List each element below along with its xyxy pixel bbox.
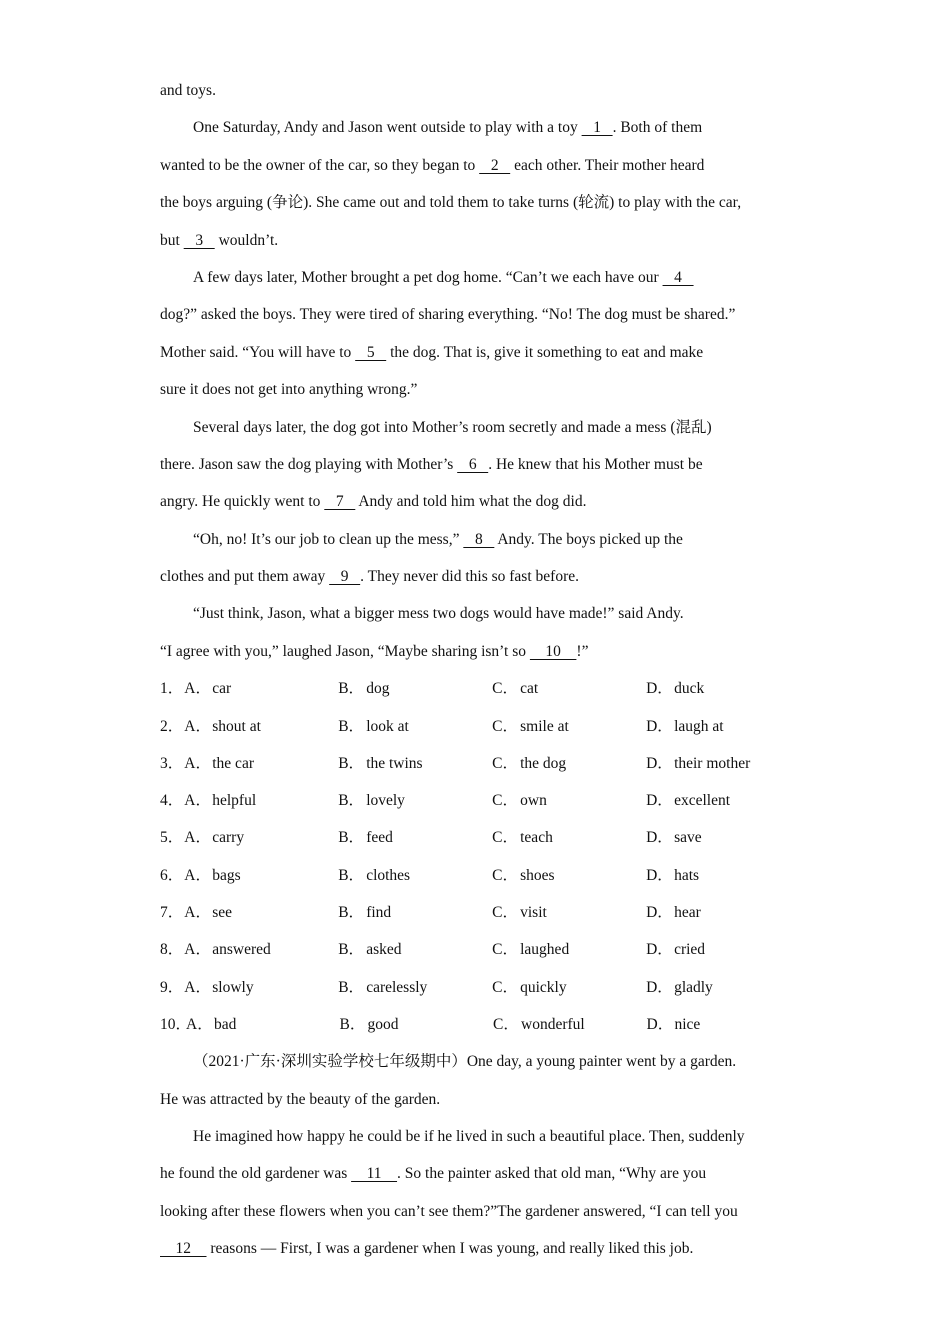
option-text: duck xyxy=(674,680,705,698)
option-text: dog xyxy=(366,680,390,698)
answer-option[interactable] xyxy=(184,745,338,782)
question-number: 10． xyxy=(160,1015,192,1033)
answer-option[interactable] xyxy=(646,931,800,968)
text-run: clothes and put them away xyxy=(160,568,330,586)
question-number: 1． xyxy=(160,680,184,698)
text-line xyxy=(160,446,800,483)
answer-option[interactable] xyxy=(184,969,338,1006)
answer-blank: 6 xyxy=(457,455,489,473)
question-number: 2． xyxy=(160,717,184,735)
text-run: Several days later, the dog got into Mother’s room secretly and made a mess (混乱) xyxy=(193,418,712,436)
text-line xyxy=(160,1043,800,1080)
answer-option[interactable] xyxy=(646,819,800,856)
text-line xyxy=(160,483,800,520)
answer-option[interactable] xyxy=(647,1006,801,1043)
option-text: see xyxy=(212,904,233,922)
text-run: reasons — First, I was a gardener when I was young, and really liked this job. xyxy=(206,1240,694,1258)
option-letter: C． xyxy=(492,680,518,698)
answer-blank: 4 xyxy=(662,268,694,286)
option-letter: D． xyxy=(646,680,673,698)
option-letter: D． xyxy=(646,1015,674,1033)
document-page xyxy=(160,72,800,1268)
text-run: angry. He quickly went to xyxy=(160,493,325,511)
option-letter: A． xyxy=(184,866,211,884)
answer-option[interactable] xyxy=(338,894,492,931)
option-letter: B． xyxy=(338,978,365,996)
option-letter: C． xyxy=(492,866,518,884)
text-run: sure it does not get into anything wrong.” xyxy=(160,381,418,399)
answer-option[interactable] xyxy=(184,670,338,707)
text-line xyxy=(160,595,800,632)
option-text: carry xyxy=(212,829,245,847)
option-text: teach xyxy=(520,829,553,847)
answer-option[interactable] xyxy=(184,931,338,968)
option-letter: B． xyxy=(338,792,365,810)
text-run: the boys arguing (争论). She came out and told them to take turns (轮流) to play with the car, xyxy=(160,194,742,212)
question-row xyxy=(160,931,800,968)
text-line xyxy=(160,259,800,296)
option-text: the twins xyxy=(366,754,423,772)
option-text: bags xyxy=(212,866,241,884)
answer-option[interactable] xyxy=(492,708,646,745)
text-run: each other. Their mother heard xyxy=(510,156,705,174)
answer-option[interactable] xyxy=(184,857,338,894)
text-line xyxy=(160,409,800,446)
text-run: looking after these flowers when you can’t see them?”The gardener answered, “I can tell you xyxy=(160,1202,738,1220)
answer-option[interactable] xyxy=(492,819,646,856)
option-letter: A． xyxy=(184,978,211,996)
answer-blank: 5 xyxy=(355,343,387,361)
option-text: smile at xyxy=(520,717,569,735)
option-text: slowly xyxy=(212,978,254,996)
answer-blank: 8 xyxy=(463,530,495,548)
text-line xyxy=(160,558,800,595)
answer-option[interactable] xyxy=(186,1006,340,1043)
option-text: car xyxy=(212,680,232,698)
option-letter: B． xyxy=(338,904,365,922)
answer-blank: 10 xyxy=(529,642,577,660)
text-run: “Oh, no! It’s our job to clean up the mess,” xyxy=(193,530,464,548)
option-letter: D． xyxy=(646,792,673,810)
text-run: wanted to be the owner of the car, so they began to xyxy=(160,156,480,174)
text-run: Andy and told him what the dog did. xyxy=(355,493,587,511)
text-run: wouldn’t. xyxy=(214,231,279,249)
option-text: their mother xyxy=(674,754,751,772)
question-row xyxy=(160,857,800,894)
answer-option[interactable] xyxy=(184,708,338,745)
answer-blank: 12 xyxy=(160,1240,207,1258)
text-line xyxy=(160,1193,800,1230)
answer-option[interactable] xyxy=(492,894,646,931)
text-line xyxy=(160,1230,800,1267)
answer-option[interactable] xyxy=(184,819,338,856)
text-run: . He knew that his Mother must be xyxy=(488,455,703,473)
option-text: hear xyxy=(674,904,701,922)
question-row xyxy=(160,1006,800,1043)
option-letter: B． xyxy=(338,717,365,735)
question-number: 4． xyxy=(160,792,184,810)
answer-option[interactable] xyxy=(646,782,800,819)
answer-blank: 9 xyxy=(329,568,361,586)
text-line xyxy=(160,109,800,146)
text-line xyxy=(160,72,800,109)
option-letter: A． xyxy=(184,792,211,810)
text-run: . They never did this so fast before. xyxy=(360,568,579,586)
option-text: cat xyxy=(520,680,539,698)
option-letter: A． xyxy=(184,941,211,959)
option-letter: A． xyxy=(184,680,211,698)
option-text: save xyxy=(674,829,702,847)
text-line xyxy=(160,222,800,259)
question-list xyxy=(160,670,800,1043)
question-row xyxy=(160,782,800,819)
answer-blank: 3 xyxy=(183,231,215,249)
question-number: 9． xyxy=(160,978,184,996)
option-text: the dog xyxy=(520,754,567,772)
text-run: A few days later, Mother brought a pet dog home. “Can’t we each have our xyxy=(193,268,663,286)
option-text: the car xyxy=(212,754,254,772)
answer-option[interactable] xyxy=(338,708,492,745)
option-letter: B． xyxy=(338,680,365,698)
text-run: He was attracted by the beauty of the garden. xyxy=(160,1090,441,1108)
option-text: gladly xyxy=(674,978,713,996)
question-number: 7． xyxy=(160,904,184,922)
option-text: cried xyxy=(674,941,706,959)
option-text: bad xyxy=(214,1015,237,1033)
answer-option[interactable] xyxy=(646,969,800,1006)
text-run: （2021·广东·深圳实验学校七年级期中）One day, a young painter went by a garden. xyxy=(193,1053,737,1071)
text-run: . So the painter asked that old man, “Why are you xyxy=(397,1165,707,1183)
answer-option[interactable] xyxy=(493,1006,647,1043)
option-text: find xyxy=(366,904,392,922)
option-text: nice xyxy=(674,1015,701,1033)
answer-option[interactable] xyxy=(338,745,492,782)
question-number: 8． xyxy=(160,941,184,959)
option-letter: C． xyxy=(492,941,518,959)
option-text: carelessly xyxy=(366,978,428,996)
option-text: shoes xyxy=(520,866,555,884)
option-letter: A． xyxy=(184,829,211,847)
option-letter: D． xyxy=(646,978,673,996)
option-text: feed xyxy=(366,829,393,847)
answer-option[interactable] xyxy=(646,894,800,931)
answer-option[interactable] xyxy=(646,708,800,745)
text-line xyxy=(160,147,800,184)
option-letter: C． xyxy=(492,904,518,922)
answer-option[interactable] xyxy=(492,670,646,707)
answer-option[interactable] xyxy=(646,745,800,782)
option-text: answered xyxy=(212,941,271,959)
text-run: “Just think, Jason, what a bigger mess two dogs would have made!” said Andy. xyxy=(193,605,684,623)
answer-option[interactable] xyxy=(338,857,492,894)
text-run: One Saturday, Andy and Jason went outside to play with a toy xyxy=(193,119,582,137)
text-run: the dog. That is, give it something to eat and make xyxy=(386,343,704,361)
answer-blank: 1 xyxy=(581,119,613,137)
answer-option[interactable] xyxy=(492,745,646,782)
option-letter: D． xyxy=(646,717,673,735)
question-row xyxy=(160,745,800,782)
answer-option[interactable] xyxy=(184,782,338,819)
option-text: lovely xyxy=(366,792,405,810)
answer-blank: 11 xyxy=(351,1165,398,1183)
option-letter: D． xyxy=(646,866,673,884)
option-text: good xyxy=(367,1015,399,1033)
option-letter: B． xyxy=(338,941,365,959)
text-line xyxy=(160,296,800,333)
option-text: hats xyxy=(674,866,700,884)
text-line xyxy=(160,334,800,371)
answer-blank: 2 xyxy=(479,156,511,174)
option-letter: B． xyxy=(338,866,365,884)
option-letter: C． xyxy=(493,1015,519,1033)
text-run: “I agree with you,” laughed Jason, “Maybe sharing isn’t so xyxy=(160,642,530,660)
text-run: there. Jason saw the dog playing with Mother’s xyxy=(160,455,458,473)
text-line xyxy=(160,521,800,558)
option-text: clothes xyxy=(366,866,411,884)
option-text: laughed xyxy=(520,941,570,959)
question-row xyxy=(160,969,800,1006)
text-run: and toys. xyxy=(160,82,216,99)
question-row xyxy=(160,670,800,707)
option-text: wonderful xyxy=(521,1015,585,1033)
text-line xyxy=(160,633,800,670)
text-line xyxy=(160,371,800,408)
question-number: 5． xyxy=(160,829,184,847)
answer-option[interactable] xyxy=(492,969,646,1006)
option-letter: B． xyxy=(338,829,365,847)
option-letter: A． xyxy=(186,1015,213,1033)
answer-option[interactable] xyxy=(646,857,800,894)
option-text: visit xyxy=(520,904,547,922)
option-letter: A． xyxy=(184,717,211,735)
option-text: excellent xyxy=(674,792,731,810)
option-letter: B． xyxy=(339,1015,366,1033)
option-letter: D． xyxy=(646,941,673,959)
question-row xyxy=(160,819,800,856)
option-letter: C． xyxy=(492,754,518,772)
answer-option[interactable] xyxy=(492,857,646,894)
answer-option[interactable] xyxy=(338,819,492,856)
passage-one xyxy=(160,72,800,670)
answer-option[interactable] xyxy=(338,969,492,1006)
option-letter: D． xyxy=(646,904,673,922)
option-text: look at xyxy=(366,717,409,735)
answer-option[interactable] xyxy=(338,931,492,968)
answer-blank: 7 xyxy=(324,493,356,511)
text-run: Andy. The boys picked up the xyxy=(494,530,683,548)
option-text: quickly xyxy=(520,978,567,996)
option-letter: B． xyxy=(338,754,365,772)
text-run: he found the old gardener was xyxy=(160,1165,352,1183)
option-letter: C． xyxy=(492,829,518,847)
option-text: shout at xyxy=(212,717,261,735)
text-run: !” xyxy=(576,642,589,660)
text-run: dog?” asked the boys. They were tired of sharing everything. “No! The dog must be shared.” xyxy=(160,306,736,324)
question-row xyxy=(160,894,800,931)
question-row xyxy=(160,708,800,745)
option-text: own xyxy=(520,792,547,810)
text-line xyxy=(160,184,800,221)
answer-option[interactable] xyxy=(492,782,646,819)
option-letter: D． xyxy=(646,754,673,772)
answer-option[interactable] xyxy=(184,894,338,931)
option-letter: C． xyxy=(492,792,518,810)
answer-option[interactable] xyxy=(340,1006,494,1043)
answer-option[interactable] xyxy=(338,670,492,707)
passage-two xyxy=(160,1043,800,1267)
option-text: asked xyxy=(366,941,402,959)
option-letter: A． xyxy=(184,754,211,772)
answer-option[interactable] xyxy=(492,931,646,968)
option-text: laugh at xyxy=(674,717,724,735)
text-run: but xyxy=(160,231,184,249)
text-run: He imagined how happy he could be if he lived in such a beautiful place. Then, suddenly xyxy=(193,1128,745,1145)
option-text: helpful xyxy=(212,792,257,810)
text-run: Mother said. “You will have to xyxy=(160,343,356,361)
option-letter: D． xyxy=(646,829,673,847)
answer-option[interactable] xyxy=(646,670,800,707)
text-line xyxy=(160,1081,800,1118)
text-run: . Both of them xyxy=(612,119,703,137)
text-line xyxy=(160,1118,800,1155)
question-number: 6． xyxy=(160,866,184,884)
option-letter: A． xyxy=(184,904,211,922)
option-letter: C． xyxy=(492,717,518,735)
answer-option[interactable] xyxy=(338,782,492,819)
option-letter: C． xyxy=(492,978,518,996)
question-number: 3． xyxy=(160,754,184,772)
text-line xyxy=(160,1155,800,1192)
